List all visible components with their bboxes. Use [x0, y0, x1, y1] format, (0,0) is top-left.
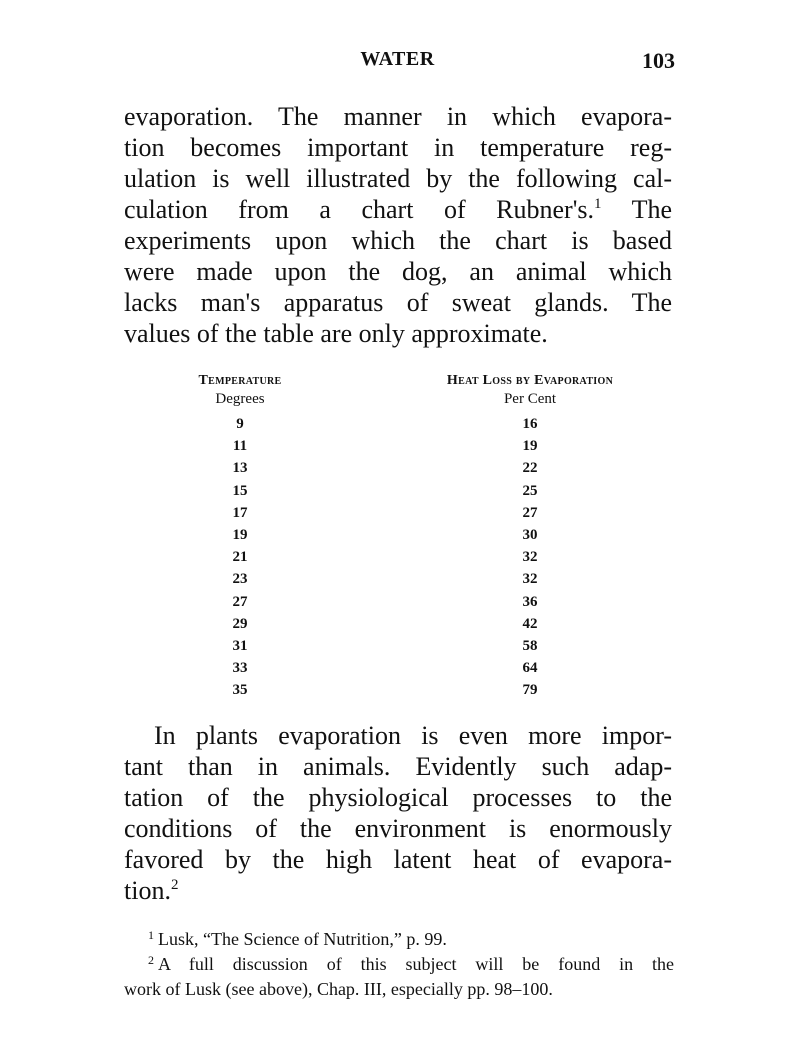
temperature-cell: 9 — [236, 416, 244, 432]
heat-loss-cell: 32 — [522, 571, 538, 588]
line-text: tion. — [124, 876, 171, 905]
running-head — [120, 48, 675, 78]
temperature-cell: 23 — [232, 571, 248, 588]
table-row — [160, 657, 680, 679]
paragraph-line: tation of the physiological processes to the — [124, 783, 672, 812]
heat-loss-cell: 36 — [522, 593, 538, 610]
heat-loss-cell: 64 — [522, 660, 538, 677]
line-tail: The — [631, 195, 673, 224]
heat-loss-cell: 32 — [522, 549, 538, 566]
line-text: In plants evaporation is even more impor- — [154, 721, 672, 750]
paragraph-line: experiments upon which the chart is based — [124, 226, 672, 255]
paragraph-evaporation-temperature — [124, 101, 672, 349]
paragraph-line: favored by the high latent heat of evapora- — [124, 845, 672, 874]
table-row — [160, 591, 680, 613]
column-unit-percent: Per Cent — [503, 391, 557, 407]
footnote-2-line-1 — [124, 952, 674, 977]
table-row — [160, 435, 680, 457]
column-header-temperature: Temperature — [198, 373, 282, 388]
temperature-cell: 31 — [232, 637, 248, 654]
paragraph-plants — [124, 720, 672, 906]
heat-loss-cell: 27 — [522, 504, 538, 521]
paragraph-line-with-note — [124, 875, 672, 906]
table-row — [160, 635, 680, 657]
paragraph-line: tion becomes important in temperature reg- — [124, 133, 672, 162]
table-body — [160, 413, 680, 701]
evaporation-table — [160, 373, 680, 701]
table-row — [160, 679, 680, 701]
heat-loss-cell: 58 — [522, 637, 538, 654]
paragraph-line: lacks man's apparatus of sweat glands. The — [124, 288, 672, 317]
heat-loss-cell: 30 — [522, 526, 538, 543]
footnote-1 — [124, 927, 674, 952]
table-header-row — [160, 373, 680, 391]
paragraph-line: ulation is well illustrated by the following cal- — [124, 164, 672, 193]
paragraph-line: were made upon the dog, an animal which — [124, 257, 672, 286]
temperature-cell: 33 — [232, 660, 248, 677]
temperature-cell: 21 — [232, 549, 248, 566]
page-number: 103 — [642, 48, 675, 73]
temperature-cell: 13 — [232, 460, 248, 477]
paragraph-line: values of the table are only approximate. — [124, 319, 548, 348]
table-row — [160, 546, 680, 568]
heat-loss-cell: 42 — [522, 615, 538, 632]
footnote-2-line-2: work of Lusk (see above), Chap. III, especially pp. 98–100. — [124, 979, 553, 999]
line-text: culation from a chart of Rubner's. — [124, 195, 595, 224]
temperature-cell: 15 — [232, 482, 248, 499]
column-header-heat-loss: Heat Loss by Evaporation — [446, 373, 614, 388]
temperature-cell: 17 — [232, 504, 248, 521]
temperature-cell: 19 — [232, 526, 248, 543]
footnote-mark: 2 — [148, 953, 154, 967]
paragraph-line-with-note — [124, 194, 672, 225]
footnotes — [124, 927, 674, 1002]
table-row — [160, 613, 680, 635]
heat-loss-cell: 19 — [522, 438, 538, 455]
table-row — [160, 502, 680, 524]
temperature-cell: 11 — [232, 438, 248, 455]
paragraph-line: conditions of the environment is enormously — [124, 814, 672, 843]
heat-loss-cell: 16 — [522, 416, 538, 432]
paragraph-line: tant than in animals. Evidently such adap- — [124, 752, 672, 781]
paragraph-line: evaporation. The manner in which evapora- — [124, 102, 672, 131]
heat-loss-cell: 25 — [522, 482, 538, 499]
footnote-text: Lusk, “The Science of Nutrition,” p. 99. — [158, 929, 447, 949]
table-row — [160, 457, 680, 479]
table-row — [160, 524, 680, 546]
heat-loss-cell: 79 — [522, 682, 538, 699]
running-title: WATER — [360, 48, 435, 70]
heat-loss-cell: 22 — [522, 460, 538, 477]
column-unit-degrees: Degrees — [215, 391, 265, 407]
footnote-mark: 1 — [148, 928, 154, 942]
footnote-reference: 2 — [170, 877, 179, 893]
table-row — [160, 413, 680, 435]
footnote-text: A full discussion of this subject will be found in the — [158, 954, 674, 974]
temperature-cell: 35 — [232, 682, 248, 699]
table-row — [160, 568, 680, 590]
footnote-reference: 1 — [594, 196, 602, 212]
table-row — [160, 480, 680, 502]
table-unit-row — [160, 391, 680, 413]
paragraph-line — [124, 720, 672, 751]
temperature-cell: 27 — [232, 593, 248, 610]
temperature-cell: 29 — [232, 615, 248, 632]
